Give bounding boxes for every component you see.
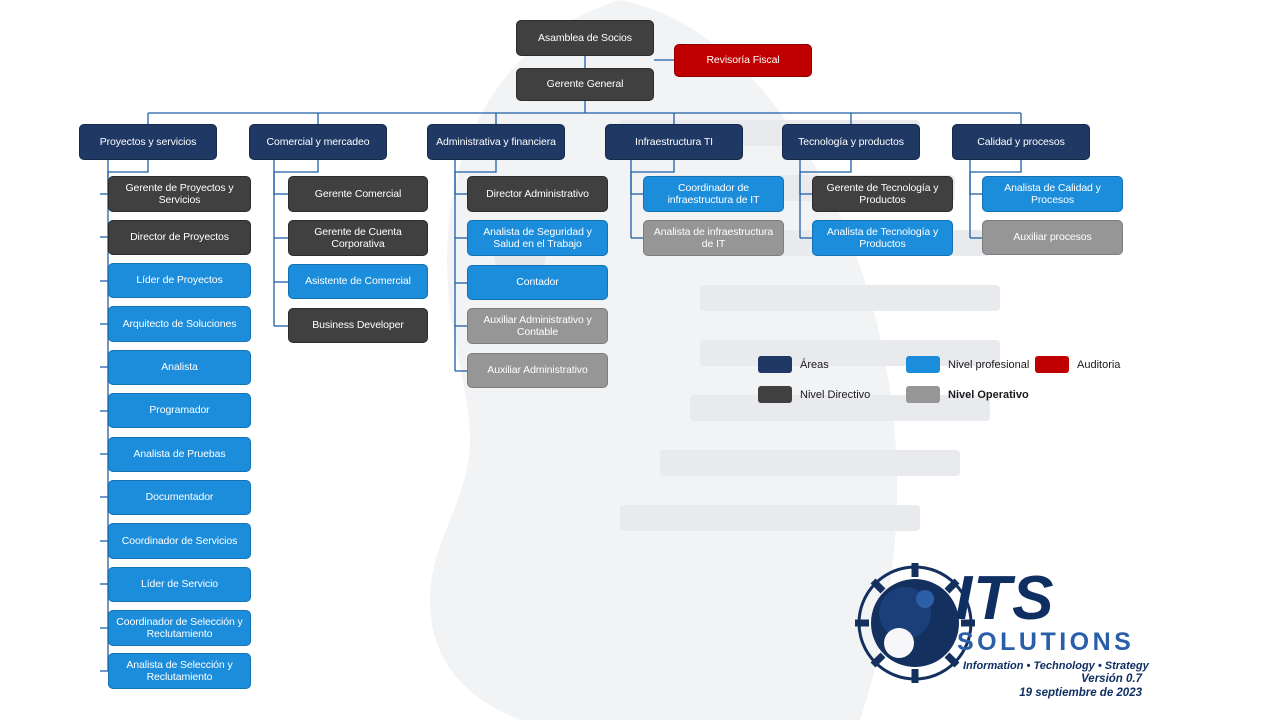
legend-label: Nivel Directivo — [800, 388, 871, 401]
legend-item — [906, 386, 1029, 403]
org-node-label: Auxiliar Administrativo y Contable — [483, 313, 592, 338]
org-node[interactable] — [467, 353, 608, 388]
org-node-label: Gerente de Cuenta Corporativa — [314, 225, 402, 250]
org-node-label: Analista de Seguridad y Salud en el Trabajo — [483, 225, 592, 250]
org-node[interactable] — [288, 308, 428, 343]
org-node[interactable] — [108, 610, 251, 646]
org-node[interactable] — [643, 220, 784, 256]
org-node[interactable] — [643, 176, 784, 212]
org-node[interactable] — [288, 264, 428, 299]
org-node-label: Auxiliar procesos — [1013, 231, 1092, 244]
org-node-label: Programador — [149, 404, 210, 417]
legend-swatch — [906, 386, 940, 403]
org-node-label: Gerente Comercial — [314, 187, 402, 200]
org-node-label: Director de Proyectos — [130, 231, 229, 244]
org-node-label: Analista de infraestructura de IT — [653, 225, 774, 250]
org-node-label: Gerente General — [546, 78, 624, 91]
legend-swatch — [758, 386, 792, 403]
org-node-label: Revisoría Fiscal — [706, 54, 780, 67]
org-node-label: Infraestructura TI — [635, 135, 713, 148]
org-node[interactable] — [467, 220, 608, 256]
org-node[interactable] — [467, 308, 608, 344]
org-node[interactable] — [516, 68, 654, 101]
org-node-label: Comercial y mercadeo — [266, 135, 370, 148]
org-node[interactable] — [288, 220, 428, 256]
legend-label: Nivel Operativo — [948, 388, 1029, 401]
org-node-label: Líder de Proyectos — [136, 274, 223, 287]
legend — [758, 356, 1158, 416]
org-node[interactable] — [108, 306, 251, 342]
org-node-label: Analista de Pruebas — [133, 448, 226, 461]
org-node[interactable] — [108, 263, 251, 298]
org-node-label: Arquitecto de Soluciones — [122, 317, 237, 330]
org-node-label: Analista de Selección y Reclutamiento — [126, 658, 233, 683]
org-node[interactable] — [982, 220, 1123, 255]
org-node[interactable] — [288, 176, 428, 212]
org-node[interactable] — [812, 176, 953, 212]
org-node[interactable] — [108, 176, 251, 212]
org-node-label: Auxiliar Administrativo — [487, 364, 588, 377]
org-node-label: Calidad y procesos — [977, 135, 1065, 148]
legend-swatch — [1035, 356, 1069, 373]
logo-wordmark: ITS — [955, 564, 1055, 633]
org-node-label: Coordinador de Selección y Reclutamiento — [116, 615, 243, 640]
legend-swatch — [906, 356, 940, 373]
org-node-label: Asistente de Comercial — [305, 275, 411, 288]
org-node[interactable] — [467, 176, 608, 212]
org-node-label: Business Developer — [312, 319, 404, 332]
legend-item — [758, 356, 829, 373]
org-node[interactable] — [108, 567, 251, 602]
legend-label: Áreas — [800, 358, 829, 371]
org-node-label: Tecnología y productos — [798, 135, 904, 148]
org-node-label: Proyectos y servicios — [99, 135, 197, 148]
version-date-label: 19 septiembre de 2023 — [1019, 687, 1142, 699]
legend-swatch — [758, 356, 792, 373]
org-node-label: Contador — [516, 276, 559, 289]
logo-tagline: Information • Technology • Strategy — [963, 660, 1149, 672]
org-node[interactable] — [108, 523, 251, 559]
org-node[interactable] — [812, 220, 953, 256]
org-node-label: Coordinador de Servicios — [121, 534, 238, 547]
org-node-label: Director Administrativo — [486, 187, 589, 200]
org-node[interactable] — [674, 44, 812, 77]
org-node-label: Asamblea de Socios — [538, 31, 632, 44]
org-node-label: Gerente de Proyectos y Servicios — [125, 181, 234, 206]
org-node-label: Documentador — [145, 491, 214, 504]
org-node-label: Analista de Calidad y Procesos — [1004, 181, 1101, 206]
org-node-label: Administrativa y financiera — [436, 135, 556, 148]
org-node[interactable] — [108, 350, 251, 385]
org-node-label: Analista — [161, 361, 198, 374]
org-node[interactable] — [782, 124, 920, 160]
legend-item — [1035, 356, 1120, 373]
legend-item — [758, 386, 870, 403]
legend-item — [906, 356, 1029, 373]
legend-label: Nivel profesional — [948, 358, 1030, 371]
org-node[interactable] — [108, 393, 251, 428]
version-label: Versión 0.7 — [1081, 673, 1142, 685]
org-node-label: Coordinador de infraestructura de IT — [667, 181, 760, 206]
org-node-label: Gerente de Tecnología y Productos — [826, 181, 939, 206]
legend-label: Auditoria — [1077, 358, 1121, 371]
org-node[interactable] — [982, 176, 1123, 212]
org-node[interactable] — [108, 437, 251, 472]
org-node-label: Analista de Tecnología y Productos — [826, 225, 939, 250]
org-node[interactable] — [952, 124, 1090, 160]
org-node[interactable] — [108, 480, 251, 515]
logo-subwordmark: SOLUTIONS — [957, 628, 1135, 656]
org-node[interactable] — [79, 124, 217, 160]
org-node[interactable] — [427, 124, 565, 160]
org-node-label: Líder de Servicio — [140, 578, 219, 591]
org-node[interactable] — [467, 265, 608, 300]
org-node[interactable] — [605, 124, 743, 160]
org-node[interactable] — [108, 220, 251, 255]
org-node[interactable] — [516, 20, 654, 56]
org-node[interactable] — [249, 124, 387, 160]
